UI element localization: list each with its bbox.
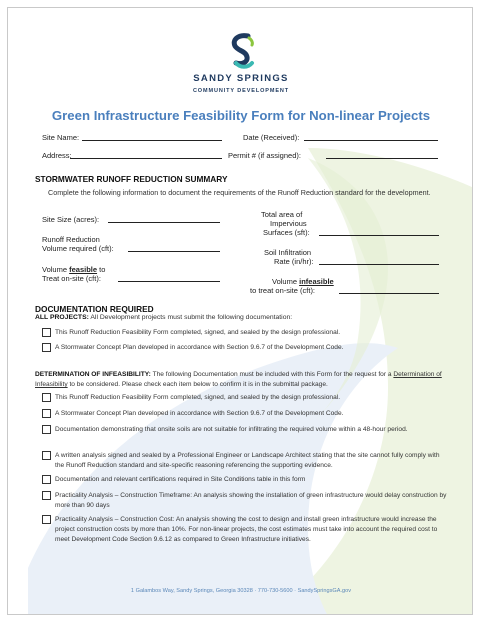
all-projects-line: ALL PROJECTS: All Development projects must submit the following documentation: [35, 314, 293, 321]
checkbox-infeasible-certifications[interactable] [42, 475, 51, 484]
total-area-field[interactable] [319, 235, 439, 236]
infeasible-item-5: Documentation and relevant certifications required in Site Conditions table in this form [55, 476, 306, 483]
total-area-label-3: Surfaces (sft): [263, 228, 310, 237]
soil-rate-label-1: Soil Infiltration [264, 248, 312, 257]
site-name-field[interactable] [82, 140, 222, 141]
rr-volume-label-1: Runoff Reduction [42, 235, 100, 244]
volume-infeasible-field[interactable] [339, 293, 439, 294]
total-area-label-2: Impervious [270, 219, 307, 228]
form-title: Green Infrastructure Feasibility Form for Non-linear Projects [51, 108, 431, 123]
summary-intro: Complete the following information to document the requirements of the Runoff Reduction standard for the development. [48, 188, 431, 197]
site-name-label: Site Name: [42, 133, 80, 142]
permit-field[interactable] [326, 158, 438, 159]
permit-label: Permit # (if assigned): [228, 151, 301, 160]
address-field[interactable] [70, 158, 222, 159]
soil-rate-label-2: Rate (in/hr): [274, 257, 314, 266]
infeasible-item-1: This Runoff Reduction Feasibility Form completed, signed, and sealed by the design professional. [55, 394, 341, 401]
checkbox-infeasible-soils[interactable] [42, 425, 51, 434]
volume-infeasible-label-2: to treat on-site (cft): [250, 286, 316, 295]
rr-volume-field[interactable] [128, 251, 220, 252]
date-received-field[interactable] [304, 140, 438, 141]
soil-rate-field[interactable] [319, 264, 439, 265]
infeasible-item-7: Practicality Analysis – Construction Cost: An analysis showing the cost to design and install green infrastructure would increase the project construction costs by more than 10%. For non-linear projects, the cost estimates must take into account the required cost to meet Development Code Section 9.6.12 as compared to Green Infrastructure initiatives. [55, 516, 438, 543]
all-item-1: This Runoff Reduction Feasibility Form completed, signed, and sealed by the design professional. [55, 329, 341, 336]
checkbox-infeasible-concept-plan[interactable] [42, 409, 51, 418]
checkbox-all-feasibility-form[interactable] [42, 328, 51, 337]
volume-feasible-label-2: Treat on-site (cft): [42, 274, 101, 283]
checkbox-infeasible-cost[interactable] [42, 515, 51, 524]
checkbox-infeasible-analysis[interactable] [42, 451, 51, 460]
infeasible-item-6: Practicality Analysis – Construction Timeframe: An analysis showing the installation of green infrastructure would delay construction by more than 90 days [55, 492, 447, 509]
infeasible-item-4: A written analysis signed and sealed by a Professional Engineer or Landscape Architect stating that the site cannot fully comply with the Runoff Reduction standard and site-specific reasoning referencing the supporting evidence. [55, 452, 440, 469]
documentation-heading: DOCUMENTATION REQUIRED [35, 304, 154, 314]
footer-contact: 1 Galambos Way, Sandy Springs, Georgia 30328 · 770-730-5600 · SandySpringsGA.gov [130, 588, 352, 594]
rr-volume-label-2: Volume required (cft): [42, 244, 114, 253]
infeasibility-intro: DETERMINATION OF INFEASIBILITY: The following Documentation must be included with this Form for the request for a Determination of Infeasibility to be considered. Please check each item below to confirm it is in the submittal package. [35, 371, 442, 388]
site-size-label: Site Size (acres): [42, 215, 100, 224]
volume-feasible-field[interactable] [118, 281, 220, 282]
all-item-2: A Stormwater Concept Plan developed in accordance with Section 9.6.7 of the Development Code. [55, 344, 344, 351]
sandy-springs-logo-icon [226, 32, 256, 72]
total-area-label-1: Total area of [261, 210, 303, 219]
checkbox-infeasible-timeframe[interactable] [42, 491, 51, 500]
date-received-label: Date (Received): [243, 133, 300, 142]
volume-feasible-label-1: Volume feasible to [42, 265, 106, 274]
summary-heading: STORMWATER RUNOFF REDUCTION SUMMARY [35, 174, 228, 184]
checkbox-infeasible-form[interactable] [42, 393, 51, 402]
site-size-field[interactable] [108, 222, 220, 223]
address-label: Address: [42, 151, 72, 160]
brand-subtitle: COMMUNITY DEVELOPMENT [192, 88, 290, 94]
brand-name: SANDY SPRINGS [193, 73, 289, 84]
infeasible-item-3: Documentation demonstrating that onsite soils are not suitable for infiltrating the required volume within a 48-hour period. [55, 426, 408, 433]
volume-infeasible-label-1: Volume infeasible [272, 277, 334, 286]
form-page [7, 7, 473, 615]
checkbox-all-concept-plan[interactable] [42, 343, 51, 352]
infeasible-item-2: A Stormwater Concept Plan developed in accordance with Section 9.6.7 of the Development Code. [55, 410, 344, 417]
